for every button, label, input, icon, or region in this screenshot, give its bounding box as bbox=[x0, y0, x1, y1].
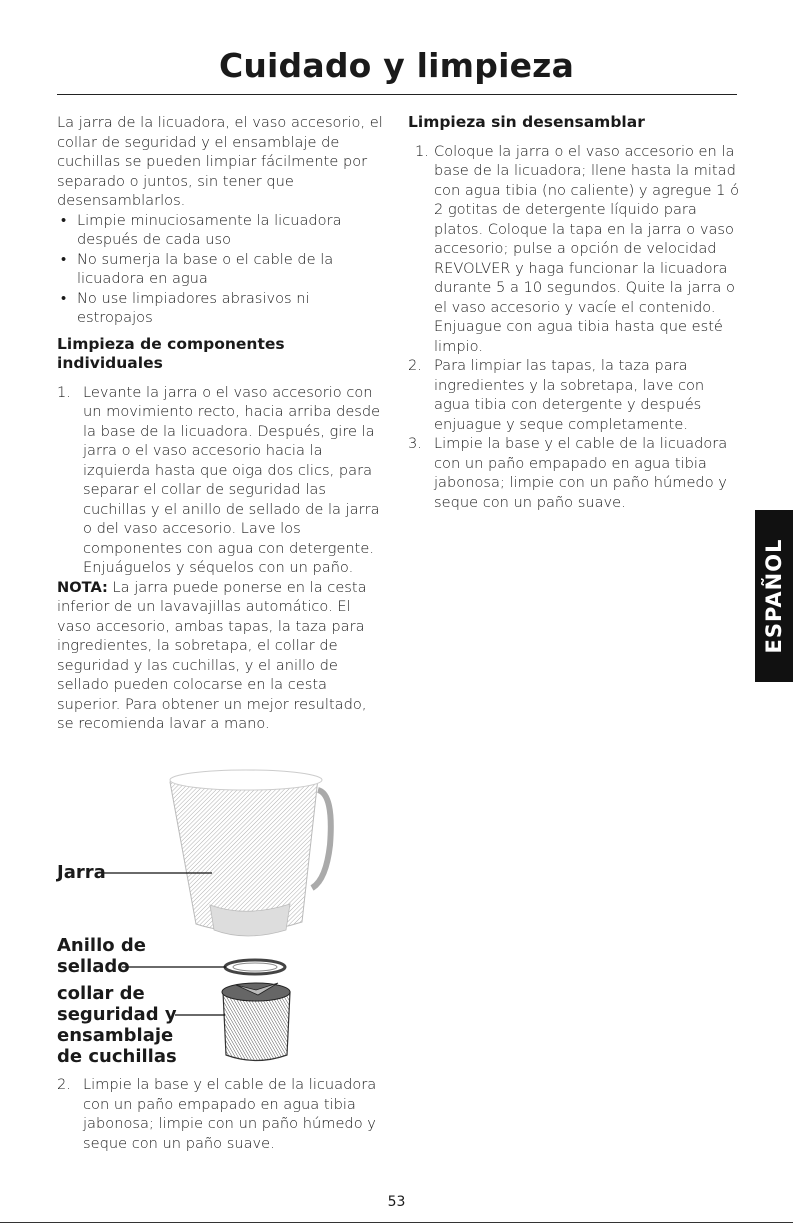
step-number: 1. bbox=[57, 383, 71, 401]
bullet-item: • No sumerja la base o el cable de la licuadora en agua bbox=[57, 250, 387, 289]
jar-drawing bbox=[170, 770, 331, 936]
step-text: Para limpiar las tapas, la taza para ingredientes y la sobretapa, lave con agua tibia con detergente y después enjuague y seque completamente. bbox=[434, 357, 705, 433]
right-column bbox=[408, 113, 743, 512]
sealing-ring-drawing bbox=[225, 960, 285, 974]
bullet-item: • No use limpiadores abrasivos ni estropajos bbox=[57, 289, 387, 328]
step-item bbox=[408, 434, 743, 512]
step-text: Limpie la base y el cable de la licuadora con un paño empapado en agua tibia jabonosa; limpie con un paño húmedo y seque con un paño suave. bbox=[434, 435, 728, 511]
step-number: 1. bbox=[415, 142, 429, 160]
step-text: Levante la jarra o el vaso accesorio con un movimiento recto, hacia arriba desde la base de la licuadora. Después, gire la jarra o el vaso accesorio hacia la izquierda hasta que oiga dos clics, para separar el collar de seguridad las cuchillas y el anillo de sellado de la jarra o del vaso accesorio. Lave los componentes con agua con detergente. Enjuáguelos y séquelos con un paño. bbox=[83, 383, 381, 576]
page-title: Cuidado y limpieza bbox=[218, 46, 575, 85]
label-anillo: Anillo de sellado bbox=[57, 935, 146, 977]
note-text: La jarra puede ponerse en la cesta inferior de un lavavajillas automático. El vaso accesorio, ambas tapas, la taza para ingredientes, la sobretapa, el collar de seguridad y las cuchillas, y el anillo de sellado pueden colocarse en la cesta superior. Para obtener un mejor resultado, se recomienda lavar a mano. bbox=[57, 578, 367, 732]
blade-collar-drawing bbox=[222, 983, 290, 1061]
label-jarra: Jarra bbox=[57, 862, 106, 883]
note-label: NOTA: bbox=[57, 578, 108, 596]
bottom-border bbox=[0, 1222, 793, 1223]
label-collar: collar de seguridad y ensamblaje de cuchillas bbox=[57, 983, 177, 1067]
step-item bbox=[408, 356, 743, 434]
language-tab bbox=[755, 510, 793, 682]
language-tab-label: ESPAÑOL bbox=[762, 538, 786, 654]
step-text: Coloque la jarra o el vaso accesorio en la base de la licuadora; llene hasta la mitad con agua tibia (no caliente) y agregue 1 ó 2 gotitas de detergente líquido para platos. Coloque la tapa en la jarra o vaso accesorio; pulse a opción de velocidad REVOLVER y haga funcionar la licuadora durante 5 a 10 segundos. Quite la jarra o el vaso accesorio y vacíe el contenido. Enjuague con agua tibia hasta que esté limpio. bbox=[434, 142, 740, 355]
section-heading-no-disassembly: Limpieza sin desensamblar bbox=[408, 113, 645, 131]
bullet-item: • Limpie minuciosamente la licuadora después de cada uso bbox=[57, 211, 387, 250]
step-number: 2. bbox=[57, 1076, 71, 1093]
step-item bbox=[408, 142, 743, 357]
step-item bbox=[57, 1075, 387, 1153]
no-disassembly-steps bbox=[408, 142, 743, 513]
step-number: 3. bbox=[408, 435, 422, 452]
section-heading-components: Limpieza de componentes individuales bbox=[57, 334, 285, 372]
step-number: 2. bbox=[408, 357, 422, 374]
left-bottom-step bbox=[57, 1075, 387, 1153]
page-number: 53 bbox=[387, 1194, 406, 1210]
intro-paragraph: La jarra de la licuadora, el vaso accesorio, el collar de seguridad y el ensamblaje de cuchillas se pueden limpiar fácilmente por separado o juntos, sin tener que desensamblarlos. bbox=[57, 114, 383, 209]
bottom-steps bbox=[57, 1075, 387, 1153]
step-text: Limpie la base y el cable de la licuadora con un paño empapado en agua tibia jabonosa; limpie con un paño húmedo y seque con un paño suave. bbox=[83, 1076, 377, 1152]
